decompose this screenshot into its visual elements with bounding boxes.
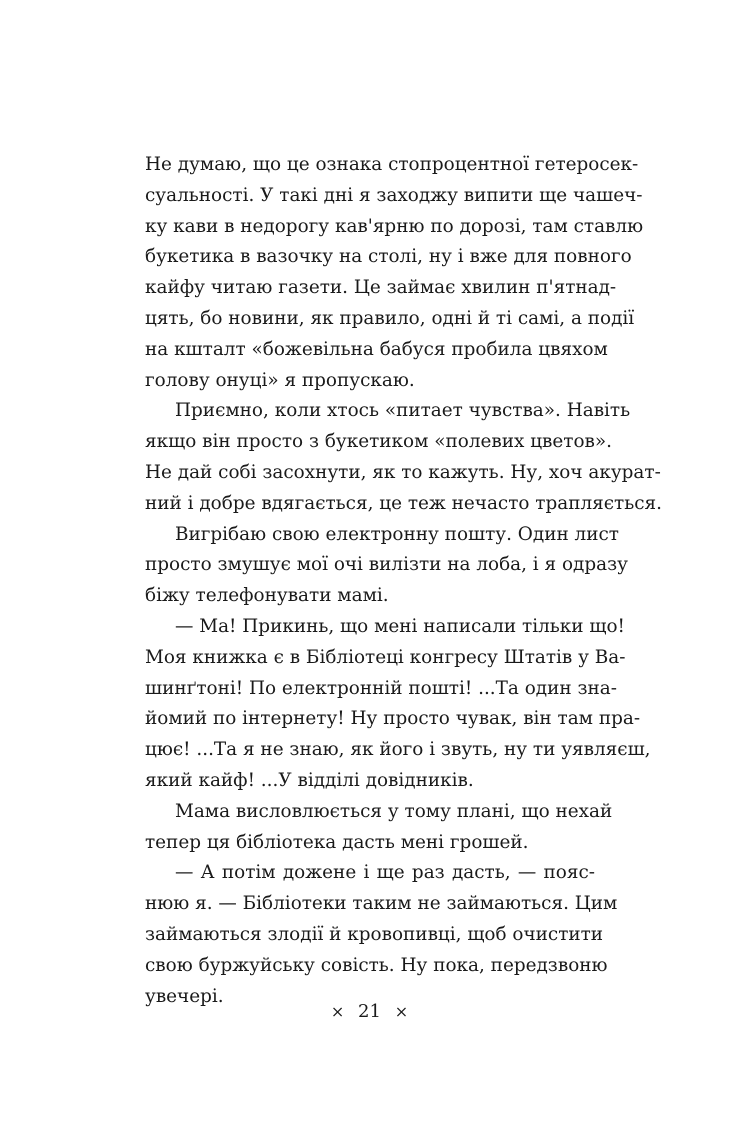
text-line: увечері. — [145, 985, 224, 1007]
text-line: Моя книжка є в Бібліотеці конгресу Штатів у Ва- — [145, 646, 626, 668]
text-line: голову онуці» я пропускаю. — [145, 369, 415, 391]
text-line: свою буржуйську совість. Ну пока, передзвоню — [145, 954, 608, 976]
text-line: Не думаю, що це ознака стопроцентної гетеросек- — [145, 154, 639, 175]
text-line: букетика в вазочку на столі, ну і вже для повного — [145, 246, 632, 268]
text-line: йомий по інтернету! Ну просто чувак, він там пра- — [145, 708, 641, 730]
text-line: Мама висловлюється у тому плані, що нехай — [175, 800, 613, 822]
text-line: Приємно, коли хтось «питает чувства». Навіть — [175, 400, 631, 422]
text-line: займаються злодії й кровопивці, щоб очистити — [145, 923, 604, 945]
text-line: суальності. У такі дні я заходжу випити ще чашеч- — [145, 184, 643, 206]
text-line: Вигрібаю свою електронну пошту. Один лист — [175, 523, 619, 545]
text-line: шинґтоні! По електронній пошті! ...Та один зна- — [145, 677, 617, 699]
text-line: на кшталт «божевільна бабуся пробила цвяхом — [145, 338, 608, 360]
text-line: — А потім дожене і ще раз дасть, — пояс- — [175, 862, 595, 884]
text-line: ний і добре вдягається, це теж нечасто трапляється. — [145, 492, 662, 514]
text-line: Не дай собі засохнути, як то кажуть. Ну, хоч акурат- — [145, 461, 661, 483]
page-footer — [0, 1000, 739, 1024]
ornament-left: × — [330, 1002, 345, 1021]
body-text — [145, 150, 662, 1012]
text-line: цює! ...Та я не знаю, як його і звуть, ну ти уявляєш, — [145, 739, 651, 761]
ornament-right: × — [394, 1002, 409, 1021]
text-line: просто змушує мої очі вилізти на лоба, і я одразу — [145, 554, 628, 576]
text-line: тепер ця бібліотека дасть мені грошей. — [145, 831, 529, 853]
page-number: 21 — [358, 1001, 381, 1022]
text-line: цять, бо новини, як правило, одні й ті самі, а події — [145, 307, 635, 329]
text-line: якщо він просто з букетиком «полевих цветов». — [145, 431, 612, 453]
text-line: кайфу читаю газети. Це займає хвилин п'ятнад- — [145, 277, 617, 299]
text-line: нюю я. — Бібліотеки таким не займаються. Цим — [145, 893, 618, 915]
text-line: який кайф! ...У відділі довідників. — [145, 769, 474, 791]
text-line: — Ма! Прикинь, що мені написали тільки що! — [175, 615, 625, 637]
text-line: ку кави в недорогу кав'ярню по дорозі, там ставлю — [145, 215, 644, 237]
text-line: біжу телефонувати мамі. — [145, 585, 389, 607]
